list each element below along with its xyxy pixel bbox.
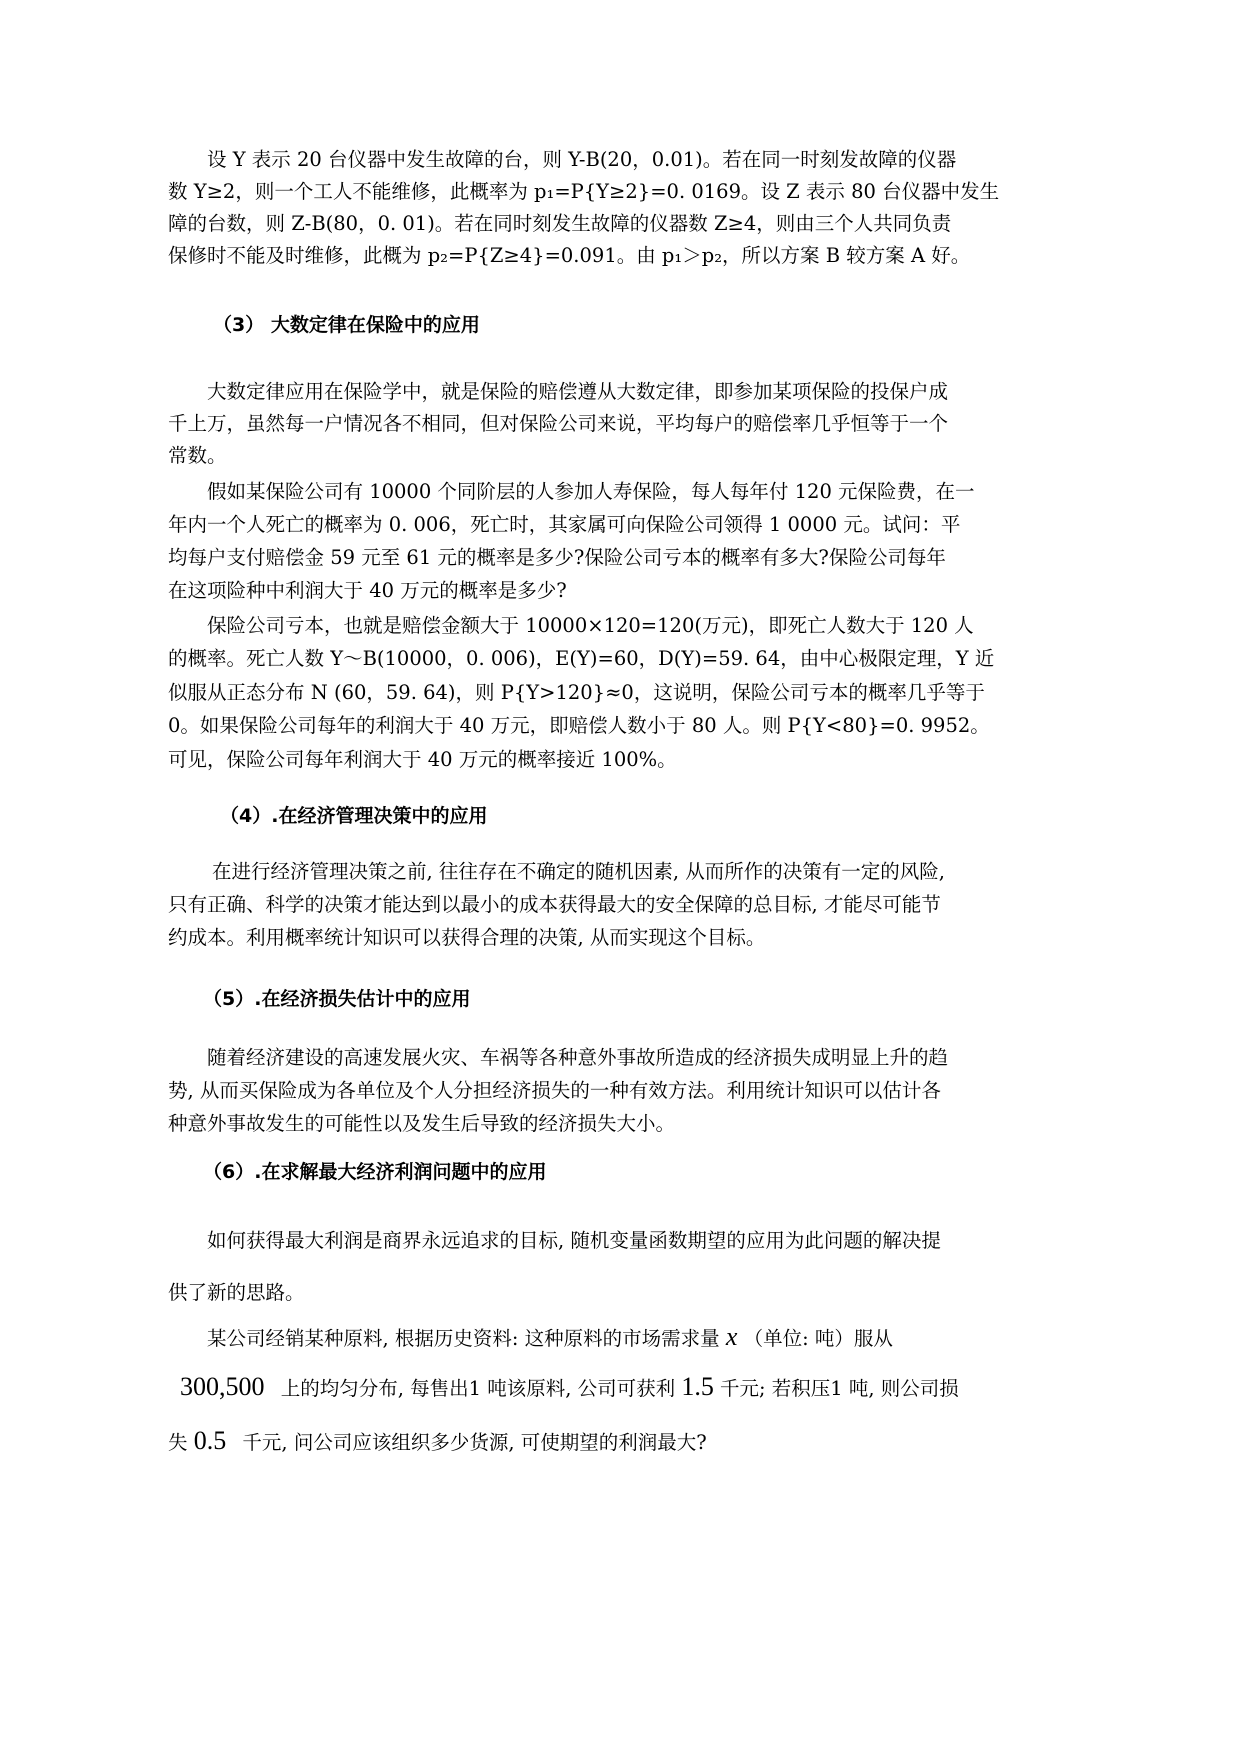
paragraph-6-line-3: 种意外事故发生的可能性以及发生后导致的经济损失大小。 bbox=[168, 1112, 676, 1135]
paragraph-1-line-2: 数 Y≥2，则一个工人不能维修，此概率为 p₁=P{Y≥2}=0. 0169。设 Z 表示 80 台仪器中发生 bbox=[168, 180, 1000, 203]
problem-line-2 bbox=[180, 1372, 959, 1401]
interval-300-500: 300,500 bbox=[180, 1372, 265, 1401]
paragraph-1-line-1: 设 Y 表示 20 台仪器中发生故障的台，则 Y-B(20，0.01)。若在同一时刻发故障的仪器 bbox=[207, 148, 957, 171]
paragraph-6-line-1: 随着经济建设的高速发展火灾、车祸等各种意外事故所造成的经济损失成明显上升的趋 bbox=[207, 1046, 949, 1069]
section-heading-5: （5）.在经济损失估计中的应用 bbox=[203, 988, 471, 1010]
paragraph-2-line-3: 常数。 bbox=[168, 444, 227, 467]
section-heading-3: （3） 大数定律在保险中的应用 bbox=[213, 314, 480, 336]
paragraph-7-line-2: 供了新的思路。 bbox=[168, 1281, 305, 1304]
paragraph-3-line-1: 假如某保险公司有 10000 个同阶层的人参加人寿保险，每人每年付 120 元保险费，在一 bbox=[207, 480, 975, 503]
paragraph-3-line-2: 年内一个人死亡的概率为 0. 006，死亡时，其家属可向保险公司领得 1 0000 元。试问：平 bbox=[168, 513, 961, 536]
paragraph-4-line-1: 保险公司亏本，也就是赔偿金额大于 10000×120=120(万元)，即死亡人数大于 120 人 bbox=[207, 614, 974, 637]
problem-line-2-tail: 千元; 若积压1 吨, 则公司损 bbox=[720, 1377, 959, 1400]
paragraph-1-line-3: 障的台数，则 Z-B(80，0. 01)。若在同时刻发生故障的仪器数 Z≥4，则由三个人共同负责 bbox=[168, 212, 952, 235]
paragraph-4-line-2: 的概率。死亡人数 Y～B(10000，0. 006)，E(Y)=60，D(Y)=59. 64，由中心极限定理，Y 近 bbox=[168, 647, 995, 670]
loss-value: 0.5 bbox=[193, 1426, 227, 1455]
section-heading-6: （6）.在求解最大经济利润问题中的应用 bbox=[203, 1161, 547, 1183]
profit-value: 1.5 bbox=[681, 1372, 714, 1401]
paragraph-3-line-3: 均每户支付赔偿金 59 元至 61 元的概率是多少?保险公司亏本的概率有多大?保险公司每年 bbox=[168, 546, 946, 569]
problem-line-1 bbox=[207, 1322, 893, 1351]
paragraph-5-line-3: 约成本。利用概率统计知识可以获得合理的决策, 从而实现这个目标。 bbox=[168, 926, 766, 949]
paragraph-3-line-4: 在这项险种中利润大于 40 万元的概率是多少? bbox=[168, 579, 567, 602]
problem-line-3 bbox=[168, 1426, 707, 1455]
paragraph-2-line-1: 大数定律应用在保险学中，就是保险的赔偿遵从大数定律，即参加某项保险的投保户成 bbox=[207, 380, 949, 403]
problem-line-3-text: 千元, 问公司应该组织多少货源, 可使期望的利润最大? bbox=[242, 1431, 707, 1454]
problem-line-2-text: 上的均匀分布, 每售出1 吨该原料, 公司可获利 bbox=[280, 1377, 676, 1400]
section-heading-4: （4）.在经济管理决策中的应用 bbox=[220, 805, 488, 827]
variable-x: x bbox=[725, 1322, 738, 1351]
paragraph-7-line-1: 如何获得最大利润是商界永远追求的目标, 随机变量函数期望的应用为此问题的解决提 bbox=[207, 1229, 941, 1252]
problem-line-1-text: 某公司经销某种原料, 根据历史资料: 这种原料的市场需求量 bbox=[207, 1327, 720, 1350]
paragraph-5-line-1: 在进行经济管理决策之前, 往往存在不确定的随机因素, 从而所作的决策有一定的风险, bbox=[212, 860, 945, 883]
paragraph-5-line-2: 只有正确、科学的决策才能达到以最小的成本获得最大的安全保障的总目标, 才能尽可能节 bbox=[168, 893, 941, 916]
problem-line-3-lead: 失 bbox=[168, 1431, 188, 1454]
problem-line-1-unit: （单位: 吨）服从 bbox=[743, 1327, 893, 1350]
paragraph-4-line-4: 0。如果保险公司每年的利润大于 40 万元，即赔偿人数小于 80 人。则 P{Y<80}=0. 9952。 bbox=[168, 714, 990, 737]
paragraph-2-line-2: 千上万，虽然每一户情况各不相同，但对保险公司来说，平均每户的赔偿率几乎恒等于一个 bbox=[168, 412, 949, 435]
paragraph-4-line-5: 可见，保险公司每年利润大于 40 万元的概率接近 100%。 bbox=[168, 748, 677, 771]
paragraph-6-line-2: 势, 从而买保险成为各单位及个人分担经济损失的一种有效方法。利用统计知识可以估计各 bbox=[168, 1079, 941, 1102]
paragraph-1-line-4: 保修时不能及时维修，此概为 p₂=P{Z≥4}=0.091。由 p₁＞p₂，所以方案 B 较方案 A 好。 bbox=[168, 244, 971, 267]
paragraph-4-line-3: 似服从正态分布 N (60，59. 64)，则 P{Y>120}≈0，这说明，保险公司亏本的概率几乎等于 bbox=[168, 681, 985, 704]
